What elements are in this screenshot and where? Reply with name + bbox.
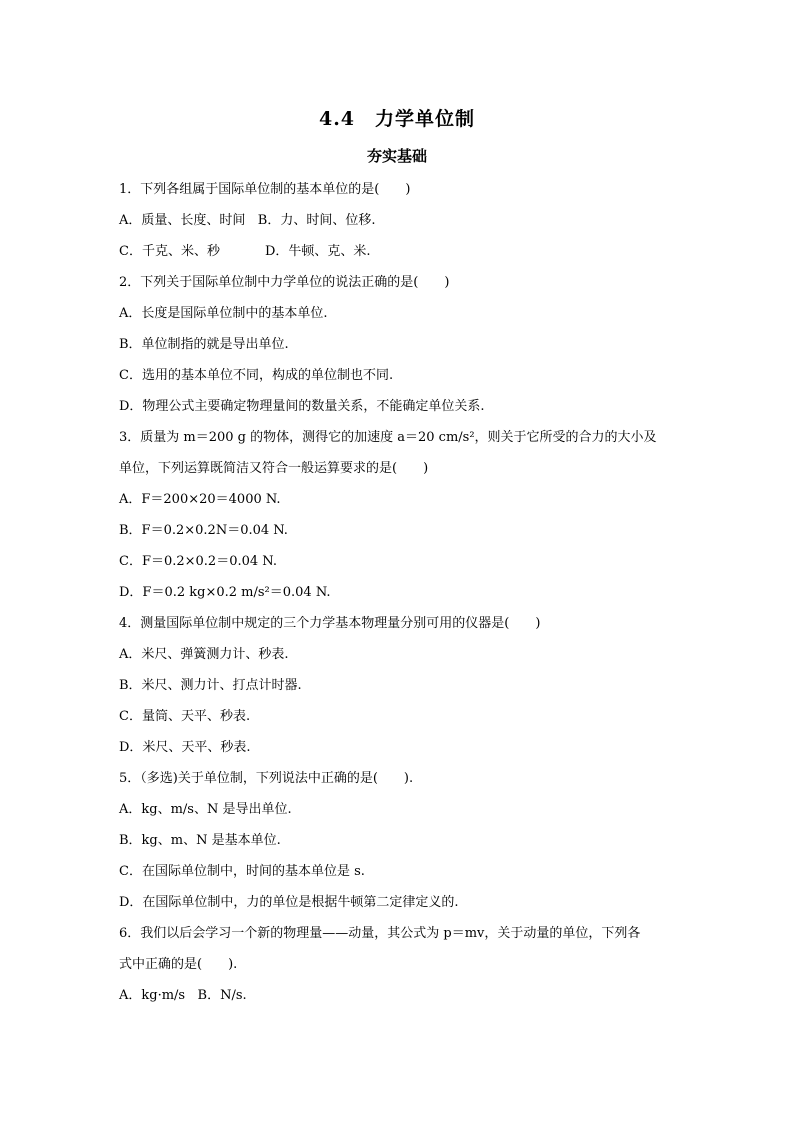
q3-option-d: D．F＝0.2 kg×0.2 m/s²＝0.04 N. <box>119 585 331 600</box>
q4-stem: 4．测量国际单位制中规定的三个力学基本物理量分别可用的仪器是( ) <box>119 616 541 631</box>
q3-option-b: B．F＝0.2×0.2N＝0.04 N. <box>119 523 288 538</box>
q4-option-d: D．米尺、天平、秒表. <box>119 740 251 755</box>
q2-option-c: C．选用的基本单位不同，构成的单位制也不同. <box>119 368 394 383</box>
q2-option-b: B．单位制指的就是导出单位. <box>119 337 289 352</box>
q6-option-a: A．kg·m/s <box>119 988 186 1003</box>
q2-option-a: A．长度是国际单位制中的基本单位. <box>119 306 328 321</box>
q3-stem-line2: 单位，下列运算既简洁又符合一般运算要求的是( ) <box>119 461 429 476</box>
q2-stem: 2．下列关于国际单位制中力学单位的说法正确的是( ) <box>119 275 450 290</box>
section-heading: 夯实基础 <box>366 147 427 165</box>
q3-option-c: C．F＝0.2×0.2＝0.04 N. <box>119 554 277 569</box>
question-list <box>119 174 681 1011</box>
q1-options-row1 <box>119 205 681 236</box>
q1-option-a: A．质量、长度、时间 <box>119 213 246 228</box>
q5-option-a: A．kg、m/s、N 是导出单位. <box>119 802 292 817</box>
q4-option-c: C．量筒、天平、秒表. <box>119 709 251 724</box>
q1-option-c: C．千克、米、秒 <box>119 244 220 259</box>
q5-option-c: C．在国际单位制中，时间的基本单位是 s. <box>119 864 365 879</box>
q2-option-d: D．物理公式主要确定物理量间的数量关系，不能确定单位关系. <box>119 399 485 414</box>
page-title: 4.4 力学单位制 <box>318 108 476 130</box>
q1-stem: 1．下列各组属于国际单位制的基本单位的是( ) <box>119 182 411 197</box>
q3-option-a: A．F＝200×20＝4000 N. <box>119 492 281 507</box>
q5-stem: 5．（多选)关于单位制，下列说法中正确的是( ). <box>119 771 414 786</box>
q1-option-b: B．力、时间、位移. <box>257 213 376 228</box>
q1-options-row2 <box>119 236 681 267</box>
q6-options-row <box>119 980 681 1011</box>
q3-stem-line1: 3．质量为 m＝200 g 的物体，测得它的加速度 a＝20 cm/s²，则关于它所受的合力的大小及 <box>119 430 657 445</box>
q6-stem-line1: 6．我们以后会学习一个新的物理量——动量，其公式为 p＝mv，关于动量的单位，下列各 <box>119 926 641 941</box>
q1-option-d: D．牛顿、克、米. <box>265 244 371 259</box>
q5-option-b: B．kg、m、N 是基本单位. <box>119 833 281 848</box>
q4-option-a: A．米尺、弹簧测力计、秒表. <box>119 647 289 662</box>
q5-option-d: D．在国际单位制中，力的单位是根据牛顿第二定律定义的. <box>119 895 459 910</box>
q6-stem-line2: 式中正确的是( ). <box>119 957 238 972</box>
q6-option-b: B．N/s. <box>197 988 247 1003</box>
q4-option-b: B．米尺、测力计、打点计时器. <box>119 678 302 693</box>
